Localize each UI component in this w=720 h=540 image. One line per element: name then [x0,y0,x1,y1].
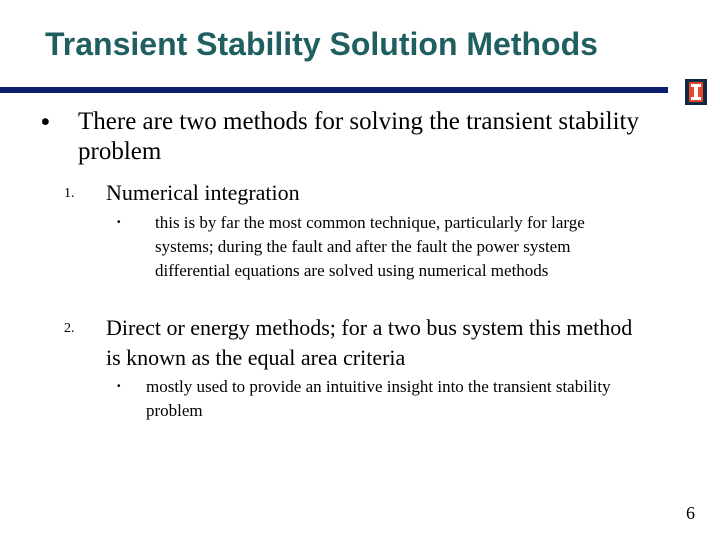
sub-bullet-mark: • [117,381,121,392]
illinois-block-i-icon [685,79,707,105]
sub-bullet-mark: • [117,217,121,228]
title-divider [0,87,668,93]
item-number: 1. [64,186,75,201]
item-text: Numerical integration [106,180,300,205]
slide-title: Transient Stability Solution Methods [45,26,598,62]
sub-bullet-text: mostly used to provide an intuitive insight into the transient stability problem [146,377,611,420]
main-bullet-text: There are two methods for solving the transient stability problem [78,108,639,165]
main-bullet [41,107,661,167]
sub-bullet-text: this is by far the most common technique, particularly for large systems; during the fault and after the fault the power system differential equations are solved using numerical methods [155,213,585,280]
page-number: 6 [686,503,695,523]
item-text: Direct or energy methods; for a two bus system this method is known as the equal area criteria [106,315,633,370]
bullet-mark: • [41,108,50,136]
item-number: 2. [64,321,75,336]
